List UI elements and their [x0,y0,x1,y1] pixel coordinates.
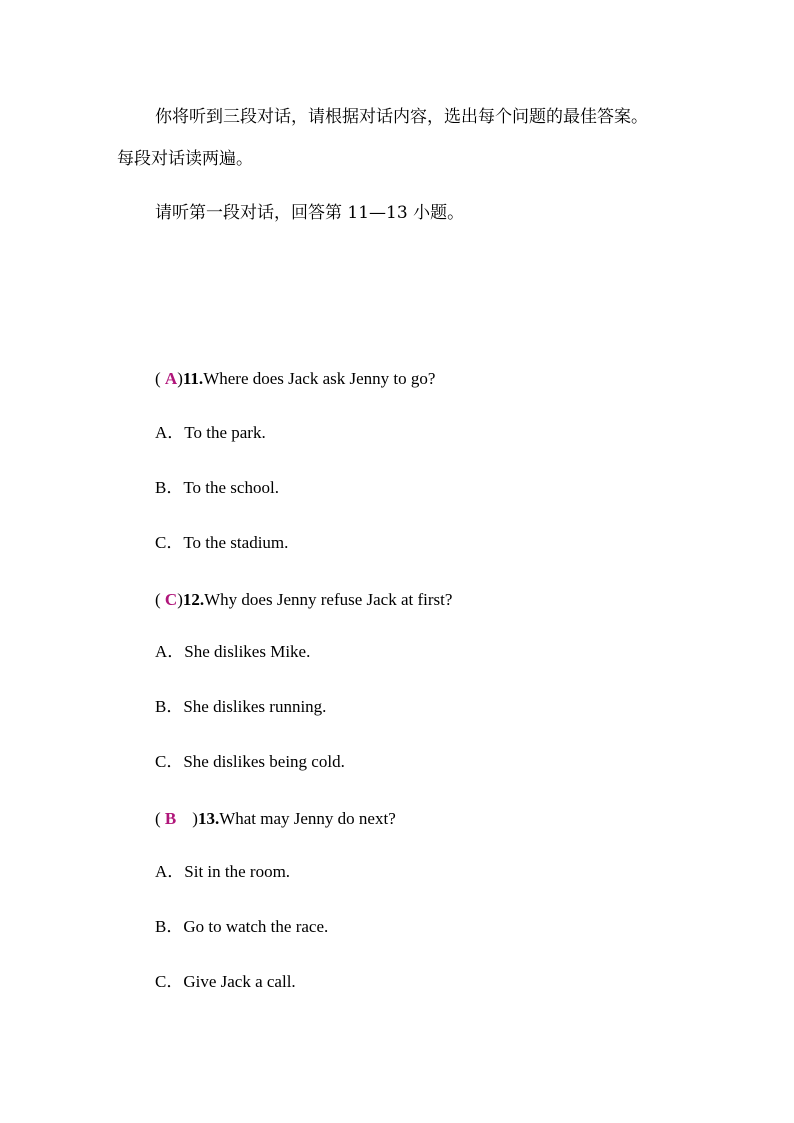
option-12-c: C．She dislikes being cold. [155,752,345,771]
question-number-12: 12. [182,590,205,609]
instruction-line-1: 你将听到三段对话，请根据对话内容，选出每个问题的最佳答案。 [155,107,648,127]
option-11-a: A．To the park. [155,423,266,442]
option-11-c: C．To the stadium. [155,533,289,552]
question-number-13: 13. [197,809,220,828]
option-13-b: B．Go to watch the race. [155,917,329,936]
question-text-13: What may Jenny do next? [219,809,396,828]
question-11: ( A)11.Where does Jack ask Jenny to go? [155,369,436,388]
question-text-12: Why does Jenny refuse Jack at first? [204,590,453,609]
instruction-line-3: 请听第一段对话，回答第 11—13 小题。 [155,203,465,223]
question-13: ( B )13.What may Jenny do next? [155,809,396,828]
option-13-a: A．Sit in the room. [155,862,291,881]
answer-13: B [164,809,177,828]
option-11-b: B．To the school. [155,478,279,497]
answer-11: A [164,369,178,388]
question-text-11: Where does Jack ask Jenny to go? [203,369,436,388]
option-12-b: B．She dislikes running. [155,697,327,716]
option-13-c: C．Give Jack a call. [155,972,296,991]
option-12-a: A．She dislikes Mike. [155,642,311,661]
instruction-line-2: 每段对话读两遍。 [117,149,253,169]
answer-12: C [164,590,178,609]
question-12: ( C)12.Why does Jenny refuse Jack at first? [155,590,453,609]
question-number-11: 11. [182,369,204,388]
